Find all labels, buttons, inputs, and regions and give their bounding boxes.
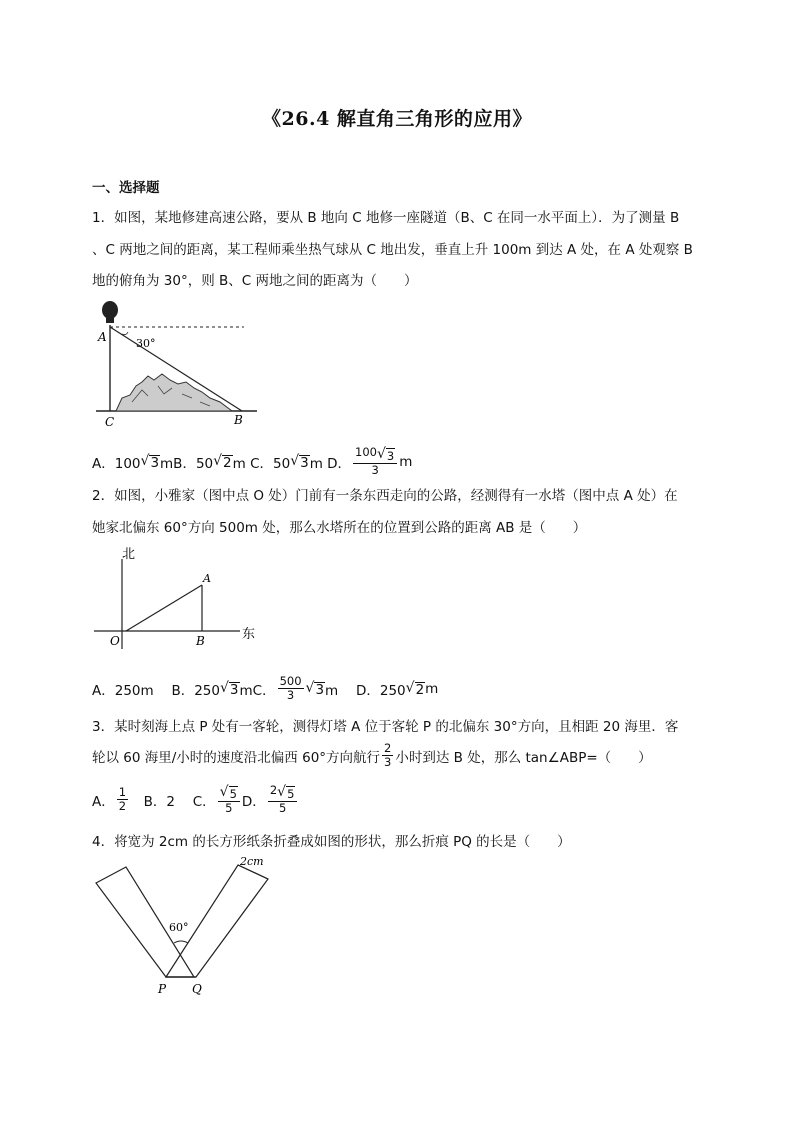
q2-label-north: 北 [122,547,136,562]
q4-label-angle: 60° [169,921,189,934]
q2-line2: 她家北偏东 60°方向 500m 处，那么水塔所在的位置到公路的距离 AB 是（ ） [92,520,587,536]
q4-figure [92,853,277,998]
page-title: 《26.4 解直角三角形的应用》 [262,108,532,130]
q3-opt-a: A． [92,793,115,810]
q1-line3: 地的俯角为 30°，则 B、C 两地之间的距离为（ ） [92,273,418,289]
q2-options: A．250m B．250 √ 3 mC． $\frac{500}{3}$ √ 3 m D．250 √ 2 m [92,674,439,702]
q1-label-c: C [105,415,115,429]
section-heading: 一、选择题 [92,180,160,196]
q3-opt-d-fraction: 2 √ 5 5 [268,784,298,815]
q1-line2: 、C 两地之间的距离，某工程师乘坐热气球从 C 地出发，垂直上升 100m 到达 A 处，在 A 处观察 B [92,242,693,258]
q2-opt-c-fraction: $\frac{500}{3}$ [279,674,302,702]
q3-fraction: $\frac{2}{3}$ [384,741,392,769]
q3-options: A． $\frac{1}{2}$ B．2 C． √ 5 5 D． 2 √ 5 5 [92,784,299,815]
q1-options: A．100 √ 3 mB．50 √ 2 m C．50 √ 3 m D． 100 √ 3 3 m [92,445,413,477]
q2-opt-b: mC． [239,682,276,699]
q1-opt-d-fraction: 100 √ 3 3 [353,446,397,477]
q3-opt-d: D． [241,793,266,810]
mountain-icon [116,374,232,411]
q3-line2: 轮以 60 海里/小时的速度沿北偏西 60°方向航行 $\frac{2}{3}$ 小时到达 B 处，那么 tan∠ABP=（ ） [92,741,652,769]
q1-opt-b: mB．50 [160,455,214,472]
q1-opt-a: A．100 [92,455,141,472]
q4-label-p: P [158,982,167,996]
q2-label-b: B [196,634,205,648]
q2-line1: 2．如图，小雅家（图中点 O 处）门前有一条东西走向的公路，经测得有一水塔（图中点 A 处）在 [92,488,678,504]
q4-label-width: 2cm [240,855,264,868]
q3-opt-b: B．2 C． [130,793,216,810]
q3-opt-c-fraction: √ 5 5 [218,784,240,815]
q1-label-b: B [234,413,243,427]
hot-air-balloon-icon [102,301,118,323]
q1-line1: 1．如图，某地修建高速公路，要从 B 地向 C 地修一座隧道（B、C 在同一水平面上）．为了测量 B [92,210,680,226]
q1-label-angle: 30° [136,337,156,350]
q4-label-q: Q [192,982,202,996]
q2-figure [92,541,262,656]
q1-opt-d: m D． [309,455,352,472]
q2-label-o: O [110,634,120,648]
q2-opt-d: m [425,680,439,697]
q1-figure [92,298,262,433]
q2-opt-a: A．250m B．250 [92,682,220,699]
q3-line1: 3．某时刻海上点 P 处有一客轮，测得灯塔 A 位于客轮 P 的北偏东 30°方向，且相距 20 海里．客 [92,719,679,735]
q2-label-east: 东 [242,627,256,642]
q4-line1: 4．将宽为 2cm 的长方形纸条折叠成如图的形状，那么折痕 PQ 的长是（ ） [92,834,571,850]
q1-label-a: A [98,330,107,344]
q2-opt-c: m D．250 [325,682,406,699]
q2-label-a: A [203,572,211,585]
q1-opt-c: m C．50 [232,455,291,472]
